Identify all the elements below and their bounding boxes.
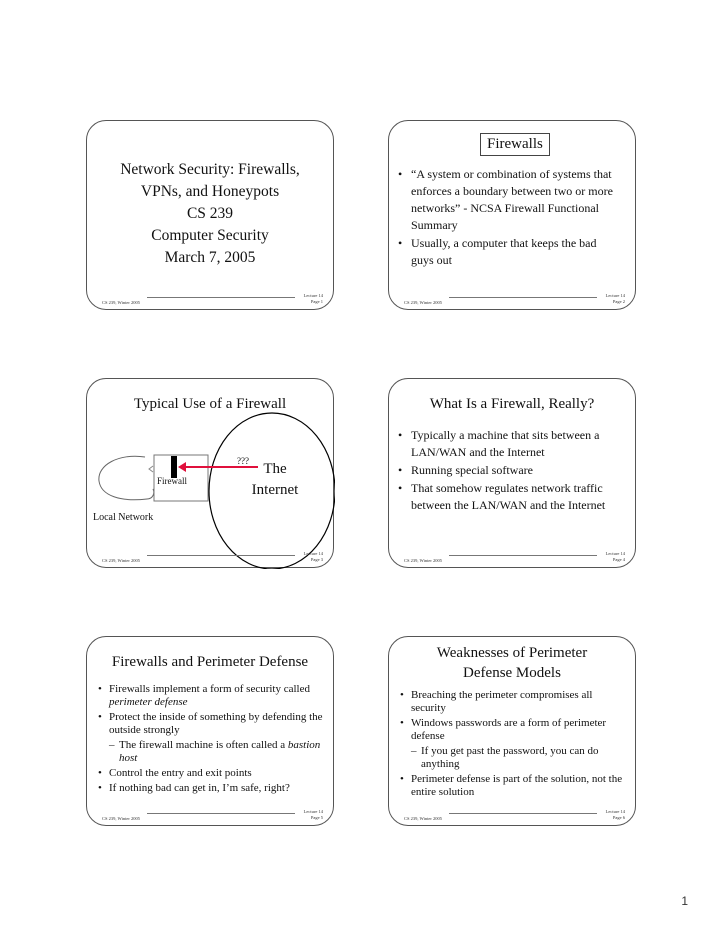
slide-6-title-line-1: Weaknesses of Perimeter <box>436 645 588 661</box>
local-network-connector <box>149 466 153 472</box>
slide-5-bullets <box>97 683 325 797</box>
footer-course: CS 239, Winter 2005 <box>102 558 140 563</box>
footer-rule <box>147 555 295 556</box>
footer-rule <box>147 813 295 814</box>
slide-4 <box>388 378 636 568</box>
slide-5-bullet-1: • Firewalls implement a form of security called perimeter defense <box>97 683 325 709</box>
slide-2-title: Firewalls <box>480 133 550 156</box>
slide-3-title: Typical Use of a Firewall <box>133 396 287 412</box>
slide-6-title-line-2: Defense Models <box>463 665 561 681</box>
footer-rule <box>449 813 597 814</box>
slide-6-bullet-1: • Breaching the perimeter compromises all security <box>399 689 627 715</box>
slide-6-subbullet-1: – If you get past the password, you can do anything <box>399 745 627 771</box>
footer-course: CS 239, Winter 2005 <box>404 558 442 563</box>
footer-rule <box>147 297 295 298</box>
slide-2-bullet-1: • “A system or combination of systems that enforces a boundary between two or more networks” - NCSA Firewall Functional Summary <box>397 166 621 234</box>
slide-5 <box>86 636 334 826</box>
slide-2 <box>388 120 636 310</box>
footer-lecture-page: Lecture 14 Page 2 <box>605 293 625 304</box>
footer-course: CS 239, Winter 2005 <box>404 300 442 305</box>
firewall-label: Firewall <box>157 476 187 486</box>
slide-1 <box>86 120 334 310</box>
slide-1-title-line-1: Network Security: Firewalls, <box>120 161 300 178</box>
slide-1-title-line-5: March 7, 2005 <box>164 249 256 266</box>
footer-lecture-page: Lecture 14 Page 4 <box>605 551 625 562</box>
slide-4-bullet-1: • Typically a machine that sits between a LAN/WAN and the Internet <box>397 427 625 461</box>
slide-6-bullet-2: • Windows passwords are a form of perimeter defense <box>399 717 627 743</box>
local-network-cloud <box>99 456 154 500</box>
slide-6-bullet-3: • Perimeter defense is part of the solution, not the entire solution <box>399 773 627 799</box>
slide-6-title <box>389 643 635 683</box>
local-network-label: Local Network <box>93 512 154 523</box>
unknown-label: ??? <box>237 456 249 466</box>
document-page-number: 1 <box>681 894 688 908</box>
slide-6 <box>388 636 636 826</box>
footer-rule <box>449 297 597 298</box>
slide-4-bullets <box>397 427 625 515</box>
footer-course: CS 239, Winter 2005 <box>102 300 140 305</box>
slide-2-bullet-2: • Usually, a computer that keeps the bad guys out <box>397 235 621 269</box>
footer-lecture-page: Lecture 14 Page 3 <box>303 551 323 562</box>
footer-lecture-page: Lecture 14 Page 1 <box>303 293 323 304</box>
slide-5-subbullet-1: – The firewall machine is often called a bastion host <box>97 739 325 765</box>
slide-4-bullet-3: • That somehow regulates network traffic between the LAN/WAN and the Internet <box>397 480 625 514</box>
slide-6-bullets <box>399 689 627 801</box>
footer-course: CS 239, Winter 2005 <box>404 816 442 821</box>
slide-1-title-line-4: Computer Security <box>151 227 269 244</box>
firewall-wall-icon <box>171 456 177 478</box>
slide-4-title: What Is a Firewall, Really? <box>429 396 595 412</box>
slide-5-bullet-3: • Control the entry and exit points <box>97 767 325 780</box>
slide-5-title: Firewalls and Perimeter Defense <box>111 654 309 670</box>
slide-1-title-line-3: CS 239 <box>186 205 234 222</box>
slide-5-bullet-2: • Protect the inside of something by defending the outside strongly <box>97 711 325 737</box>
slide-2-bullets <box>397 166 621 270</box>
footer-course: CS 239, Winter 2005 <box>102 816 140 821</box>
slide-1-title <box>87 159 333 269</box>
slide-4-bullet-2: • Running special software <box>397 462 625 479</box>
footer-rule <box>449 555 597 556</box>
slide-1-title-line-2: VPNs, and Honeypots <box>140 183 280 200</box>
slide-5-bullet-4: • If nothing bad can get in, I’m safe, right? <box>97 782 325 795</box>
internet-label: The Internet <box>251 461 299 498</box>
footer-lecture-page: Lecture 14 Page 5 <box>303 809 323 820</box>
slide-3 <box>86 378 334 568</box>
footer-lecture-page: Lecture 14 Page 6 <box>605 809 625 820</box>
